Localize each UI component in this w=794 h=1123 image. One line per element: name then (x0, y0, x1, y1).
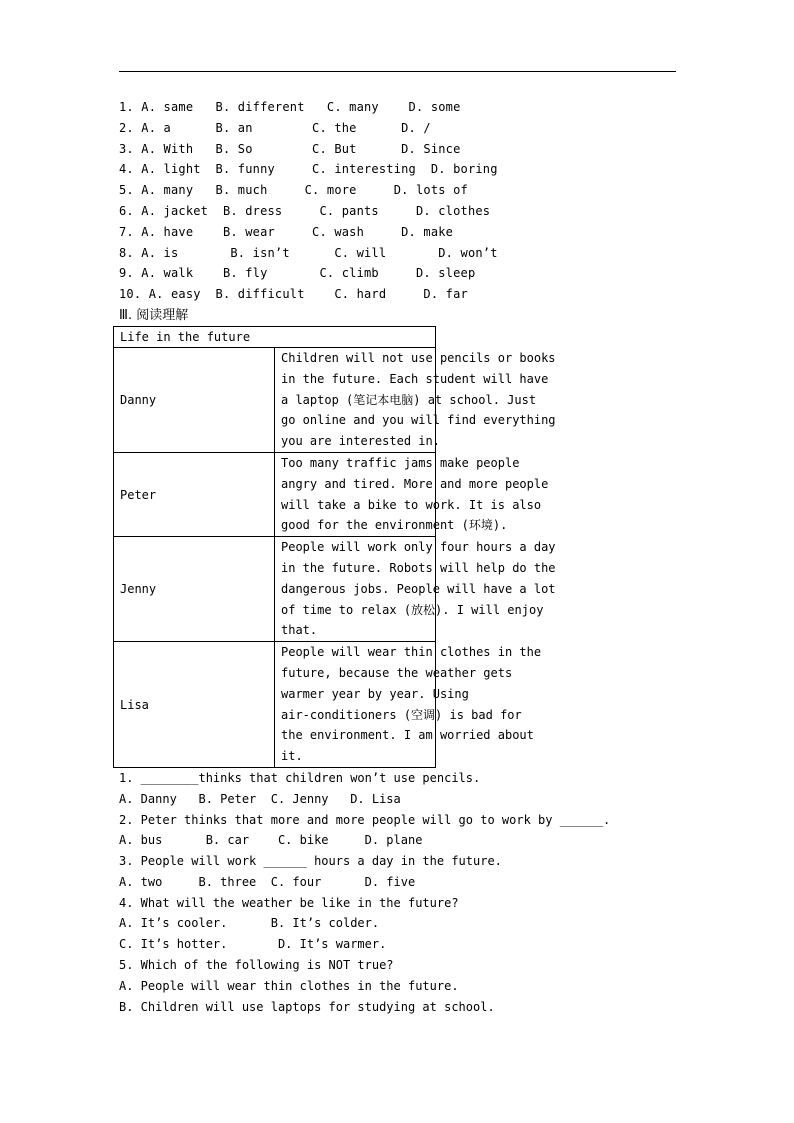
option-line: 9. A. walk B. fly C. climb D. sleep (119, 266, 476, 281)
opinion-line: it. (281, 749, 303, 764)
opinion-line: the environment. I am worried about (281, 728, 534, 743)
question-line: 1. ________thinks that children won’t use pencils. (119, 770, 481, 785)
table-header-row (114, 326, 436, 347)
option-line: 8. A. is B. isn’t C. will D. won’t (119, 245, 498, 260)
person-name: Peter (114, 452, 275, 536)
table-row (114, 347, 436, 452)
option-line: 1. A. same B. different C. many D. some (119, 100, 461, 114)
opinion-line: Too many traffic jams make people (281, 455, 520, 470)
reading-table (113, 326, 556, 768)
answer-options: B. Children will use laptops for studying at school. (119, 999, 495, 1014)
opinion-line: that. (281, 623, 318, 638)
opinion-line: People will wear thin clothes in the (281, 645, 542, 660)
option-line: 3. A. With B. So C. But D. Since (119, 141, 461, 156)
option-line: 7. A. have B. wear C. wash D. make (119, 224, 454, 239)
opinion-line: go online and you will find everything (281, 413, 556, 428)
opinion-line: of time to relax (放松). I will enjoy (281, 602, 544, 617)
opinion-line: good for the environment (环境). (281, 518, 508, 533)
opinion-line: in the future. Each student will have (281, 371, 549, 386)
opinion-line: a laptop (笔记本电脑) at school. Just (281, 392, 537, 407)
section-title: Ⅲ. 阅读理解 (119, 307, 189, 323)
table-row (114, 642, 436, 768)
table-row (114, 537, 436, 642)
cloze-options (119, 97, 689, 305)
opinion-line: future, because the weather gets (281, 665, 513, 680)
answer-options: A. It’s cooler. B. It’s colder. (119, 916, 380, 931)
comprehension-questions (119, 768, 689, 1018)
question-line: 5. Which of the following is NOT true? (119, 958, 394, 973)
worksheet-page (119, 97, 689, 1017)
option-line: 4. A. light B. funny C. interesting D. boring (119, 162, 498, 177)
option-line: 5. A. many B. much C. more D. lots of (119, 183, 468, 198)
opinion-line: air-conditioners (空调) is bad for (281, 707, 522, 722)
question-line: 2. Peter thinks that more and more people will go to work by ______. (119, 812, 611, 827)
person-opinion (275, 642, 542, 768)
person-opinion (275, 537, 556, 642)
person-opinion (275, 347, 556, 452)
person-name: Lisa (114, 642, 275, 768)
person-name: Jenny (114, 537, 275, 642)
question-line: 3. People will work ______ hours a day in the future. (119, 854, 502, 869)
answer-options: C. It’s hotter. D. It’s warmer. (119, 937, 387, 952)
answer-options: A. Danny B. Peter C. Jenny D. Lisa (119, 791, 401, 806)
person-name: Danny (114, 347, 275, 452)
opinion-line: Children will not use pencils or books (281, 350, 556, 365)
answer-options: A. People will wear thin clothes in the future. (119, 978, 459, 993)
header-rule (119, 71, 676, 72)
opinion-line: warmer year by year. Using (281, 686, 469, 701)
opinion-line: in the future. Robots will help do the (281, 560, 556, 575)
opinion-line: will take a bike to work. It is also (281, 497, 542, 512)
answer-options: A. two B. three C. four D. five (119, 874, 416, 889)
option-line: 10. A. easy B. difficult C. hard D. far (119, 287, 468, 302)
answer-options: A. bus B. car C. bike D. plane (119, 833, 423, 848)
person-opinion (275, 452, 549, 536)
question-line: 4. What will the weather be like in the future? (119, 895, 459, 910)
opinion-line: dangerous jobs. People will have a lot (281, 581, 556, 596)
option-line: 6. A. jacket B. dress C. pants D. clothes (119, 203, 491, 218)
opinion-line: you are interested in. (281, 434, 440, 449)
opinion-line: angry and tired. More and more people (281, 476, 549, 491)
table-title: Life in the future (114, 326, 436, 347)
table-row (114, 452, 436, 536)
opinion-line: People will work only four hours a day (281, 540, 556, 555)
option-line: 2. A. a B. an C. the D. / (119, 120, 431, 135)
